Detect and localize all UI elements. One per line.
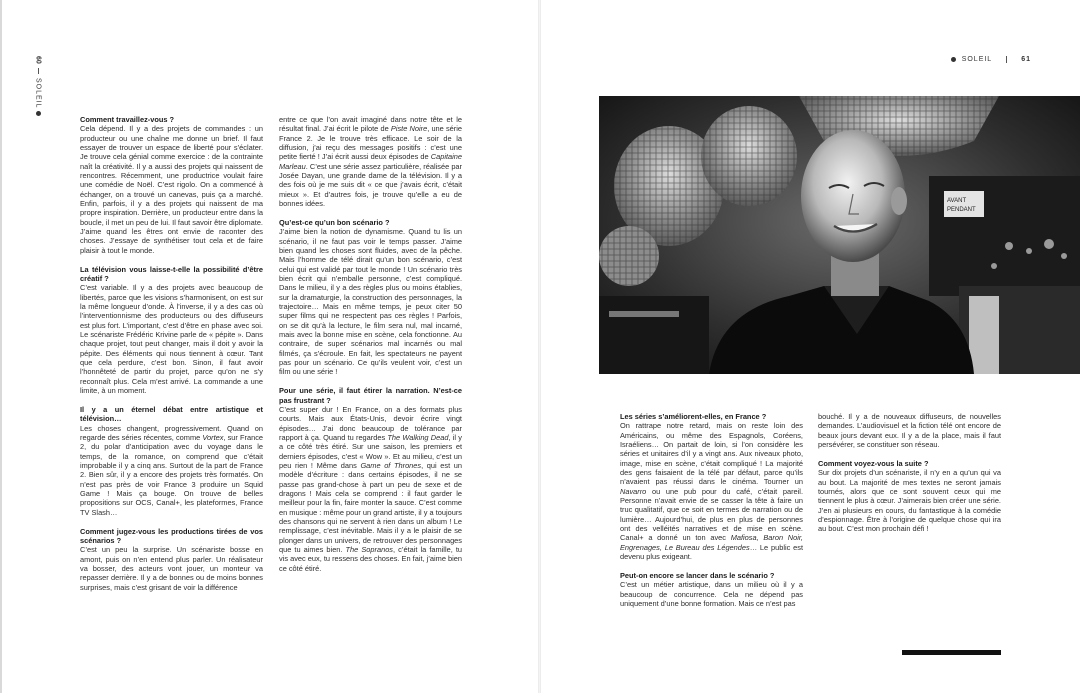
interview-question: Qu’est-ce qu’un bon scénario ?	[279, 217, 390, 227]
section-name: SOLEIL	[34, 77, 42, 109]
interview-answer: Sur dix projets d’un scénariste, il n’y en a qu’un qui va au bout. La majorité de mes textes ne seront jamais tournés, alors que ce sont souvent ceux qui me tiennent le plus à cœur. J’aimerais bien créer une série. J’en ai plusieurs en cours, du fantastique à la comédie d’espionnage. Être à l’origine de quelque chose qui ira au bout. C’est mon prochain défi !	[818, 468, 1001, 534]
page-edge	[0, 0, 2, 693]
article-end-bar	[902, 650, 1001, 655]
folio-divider	[1006, 56, 1007, 63]
section-name: SOLEIL	[961, 56, 993, 63]
article-column-3	[620, 412, 803, 608]
interview-answer: entre ce que l’on avait imaginé dans notre tête et le résultat final. J’ai écrit le pilote de Piste Noire, une série France 2. Je le trouve très efficace. Le soir de la diffusion, j’ai reçu des messages positifs : c’est une petite fierté ! J’ai écrit aussi deux épisodes de Capitaine Marleau. C’est une série assez particulière, réalisée par Josée Dayan, une grande dame de la télévision. Il y a des fois où je me suis dit « ce que j’avais écrit, c’était mieux ». Et d’autres fois, je trouve qu’elle a eu de bonnes idées.	[279, 115, 462, 209]
interview-question: Comment jugez-vous les productions tirées de vos scénarios ?	[80, 526, 263, 545]
article-column-2	[279, 115, 462, 573]
interview-answer: On rattrape notre retard, mais on reste loin des Américains, ou même des Espagnols, Coréens, Israéliens… On partait de loin, si l’on considère les séries et unitaires d’il y a vingt ans. Aux niveaux photo, image, mise en scène, c’était compliqué ! La majorité des gens faisaient de la télé par défaut, parce qu’ils n’avaient pas réussi dans le cinéma. Tourner un Navarro ou une pub pour du café, c’était pareil. Personne n’avait envie de se casser la tête à faire un truc qualitatif, que ce soit en termes de narration ou de lumière… Aujourd’hui, de plus en plus de personnes ont des velléités narratives et de mise en scène. Canal+ a donné un ton avec Mafiosa, Baron Noir, Engrenages, Le Bureau des Légendes… Le public est devenu plus exigeant.	[620, 421, 803, 562]
portrait-photo	[599, 96, 1080, 374]
svg-text:PENDANT: PENDANT	[947, 207, 976, 213]
interview-answer: bouché. Il y a de nouveaux diffuseurs, de nouvelles demandes. L’audiovisuel et la fiction télé ont encore de beaux jours devant eux. Il y a de la place, mais il faut persévérer, se constituer son réseau.	[818, 412, 1001, 450]
interview-question: Il y a un éternel débat entre artistique et télévision…	[80, 404, 263, 424]
interview-answer: C’est un métier artistique, dans un milieu où il y a beaucoup de concurrence. Cela ne dépend pas uniquement d’une bonne formation. Mais ce n’est pas	[620, 580, 803, 609]
interview-answer: C’est variable. Il y a des projets avec beaucoup de libertés, parce que les visions s’harmonisent, on est sur la même longueur d’onde. À l’inverse, il y a des cas où l’interventionnisme des producteurs ou des diffuseurs est plus fort. L’important, c’est d’être en phase avec soi. Le scénariste Frédéric Krivine parle de « pépite ». Dans chaque projet, tout peut changer, mais il doit y avoir la pépite. Des éléments qui nous tiennent à cœur. Tant que cela perdure, c’est bon. Sinon, il faut avoir l’honnêteté de partir du projet, parce qu’on ne s’y reconnaît plus. Cela m’est arrivé. La commande a une limite, à un moment.	[80, 283, 263, 396]
page-number: 61	[1021, 56, 1031, 63]
article-column-1	[80, 115, 263, 592]
page-number: 60	[34, 56, 42, 64]
interview-question: Les séries s’améliorent-elles, en France ?	[620, 412, 767, 421]
interview-question: Pour une série, il faut étirer la narration. N’est-ce pas frustrant ?	[279, 386, 462, 405]
interview-answer: J’aime bien la notion de dynamisme. Quand tu lis un scénario, il ne faut pas voir le temps passer. J’aime bien quand les choses sont fluides, avec de la pêche. Mais l’homme de télé dirait qu’un bon scénario, c’est celui qui est validé par tout le monde ! Un scénario très bien écrit qui n’emballe personne, c’est compliqué. Dans le milieu, il y a des règles plus ou moins établies, sur la dramaturgie, la construction des personnages, la trajectoire… Mais en même temps, je peux citer 50 super films qui ne respectent pas ces règles ! Parfois, on se dit qu’à la lecture, le film sera nul, mal incarné, mais avec la bonne mise en scène, cela fonctionne. Au contraire, de super scénarios mal incarnés ou mal filmés, ça s’écroule. En fait, les spectateurs ne payent pas pour un scénario. Ce qu’ils veulent voir, c’est un film ou une série !	[279, 227, 462, 377]
interview-question: La télévision vous laisse-t-elle la possibilité d’être créatif ?	[80, 264, 263, 283]
interview-answer: Cela dépend. Il y a des projets de commandes : un producteur ou une chaîne me donne un brief. Il faut essayer de trouver un espace de liberté pour s’éclater. Je trouve cela génial comme exercice : de la contrainte naît la créativité. Il y a aussi des projets qui naissent de rencontres. Récemment, une productrice voulait faire une comédie de Noël. C’est rigolo. On a commencé à échanger, on a trouvé un canevas, puis ça a marché. Enfin, parfois, il y a des projets qui naissent de ma propre inspiration. Derrière, un producteur entre dans la boucle, il met un peu de lui. Il faut savoir être diplomate. J’aime quand les êtres ont envie de raconter des choses. J’essaye de synthétiser tout cela et de faire plaisir à tout le monde.	[80, 124, 263, 255]
interview-answer: C’est super dur ! En France, on a des formats plus courts. Mais aux États-Unis, devoir écrire vingt épisodes… J’ai donc beaucoup de tolérance par rapport à ça. Quand tu regardes The Walking Dead, il y a ce côté très étiré. Sur une saison, les premiers et derniers épisodes, c’est « Wow ». Et au milieu, c’est un peu rien ! Même dans Game of Thrones, qui est un modèle d’écriture : dans certains épisodes, il ne se passe pas grand-chose à part un peu de sexe et de dragons ! Mais cela se comprend : il faut garder le meilleur pour la fin, faire monter la sauce. C’est comme en musique : même pour un grand artiste, il y a toujours des chansons qui ne servent à rien dans un album ! Le remplissage, c’est inévitable. Mais il y a le plaisir de se plonger dans un univers, de retrouver des personnages que tu aimes bien. The Sopranos, c’était la famille, tu vis avec eux, tu ressens des choses. En fait, j’aime bien ce côté étiré.	[279, 404, 462, 573]
interview-question: Comment travaillez-vous ?	[80, 115, 175, 124]
article-column-4	[818, 412, 1001, 534]
right-folio	[951, 56, 1031, 63]
left-folio	[30, 56, 46, 146]
interview-question: Comment voyez-vous la suite ?	[818, 458, 929, 468]
interview-answer: Les choses changent, progressivement. Quand on regarde des séries récentes, comme Vortex, sur France 2, du polar d’anticipation avec du voyage dans le temps, de la romance, on comprend que c’était improbable il y a cinq ans. Surtout de la part de France 2. Bien sûr, il y a encore des projets très formatés. On n’est pas près de voir France 3 produire un Squid Game ! Mais ça bouge. On trouve de belles propositions sur OCS, Canal+, les plateformes, France TV Slash…	[80, 423, 264, 517]
interview-question: Peut-on encore se lancer dans le scénario ?	[620, 571, 775, 580]
folio-divider	[38, 68, 39, 74]
section-dot-icon	[951, 57, 956, 62]
section-dot-icon	[36, 111, 41, 116]
svg-text:AVANT: AVANT	[947, 198, 967, 204]
interview-answer: C’est un peu la surprise. Un scénariste bosse en amont, puis on n’en entend plus parler. Un réalisateur va bosser, des acteurs vont jouer, un monteur va repasser derrière. Il y a de bonnes ou de moins bonnes surprises, mais c’est grisant de voir la différence	[80, 545, 263, 592]
